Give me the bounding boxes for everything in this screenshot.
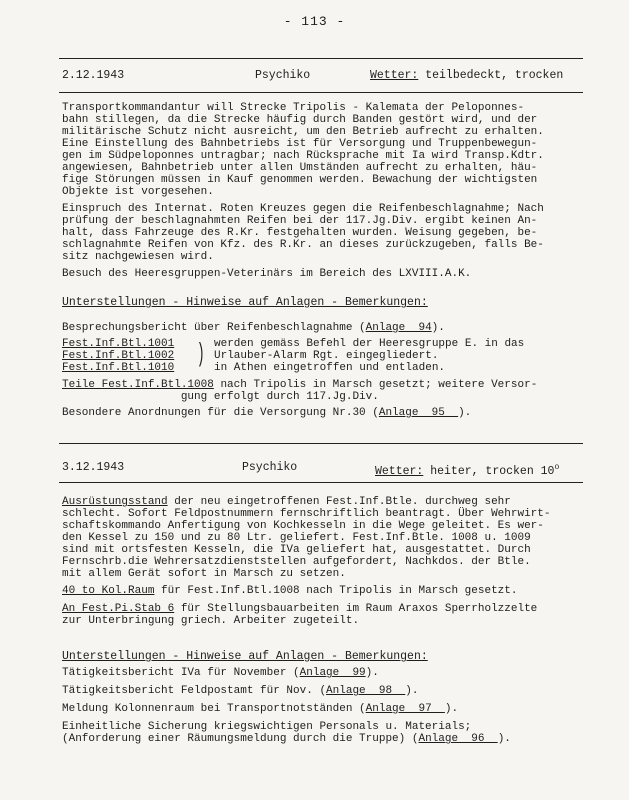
entry-2-para-1-line-2: schlecht. Sofort Feldpostnummern fernschriftlich beantragt. Über Wehrwirt- [62, 508, 551, 520]
brace: ) [196, 339, 205, 369]
entry-1-attachment-94: Besprechungsbericht über Reifenbeschlagnahme (Anlage 94). [62, 322, 445, 334]
entry-1-para-1-line-3: militärische Schutz nicht ausreicht, um den Betrieb aufrecht zu erhalten. [62, 126, 544, 138]
entry-1-para-2-line-2: prüfung der beschlagnahmten Reifen bei der 117.Jg.Div. ergibt keinen An- [62, 215, 538, 227]
entry-1-unit-list: Fest.Inf.Btl.1001 Fest.Inf.Btl.1002 Fest.Inf.Btl.1010 [62, 338, 175, 374]
entry-2-para-3-line-2: zur Unterbringung griech. Arbeiter zugeteilt. [62, 615, 360, 627]
entry-1-para-1-line-8: Objekte ist vorgesehen. [62, 186, 214, 198]
entry-1-location: Psychiko [255, 69, 311, 82]
entry-2-weather: Wetter: heiter, trocken 10$^o$ [375, 463, 560, 478]
entry-2-para-2: 40 to Kol.Raum für Fest.Inf.Btl.1008 nach Tripolis in Marsch gesetzt. [62, 585, 518, 597]
entry-1-para-1-line-2: bahn stillegen, da die Strecke häufig durch Banden gestört wird, und der [62, 114, 538, 126]
entry-2-attachment-99: Tätigkeitsbericht IVa für November (Anlage 99). [62, 667, 379, 679]
entry-2-item-4-line-1: Einheitliche Sicherung kriegswichtigen Personals u. Materials; [62, 721, 472, 733]
entry-1-para-2-line-3: halt, dass Fahrzeuge des R.Kr. festgehalten wurden. Weisung gegeben, be- [62, 227, 538, 239]
entry-1-unit-description: werden gemäss Befehl der Heeresgruppe E. in das Urlauber-Alarm Rgt. eingegliedert. in Athen eingetroffen und entladen. [214, 338, 525, 374]
entry-1-para-1-line-6: angewiesen, Bahnbetrieb unter allen Umständen aufrecht zu erhalten, häu- [62, 162, 538, 174]
entry-1-para-2-line-4: schlagnahmte Reifen von Kfz. des R.Kr. an dieses zurückzugeben, falls Be- [62, 239, 544, 251]
entry-1-teile-line-1: Teile Fest.Inf.Btl.1008 nach Tripolis in Marsch gesetzt; weitere Versor- [62, 379, 538, 391]
entry-1-para-1-line-5: gen im Südpeloponnes untragbar; nach Rücksprache mit Ia wird Transp.Kdtr. [62, 150, 544, 162]
entry-2-para-1-line-7: mit allem Gerät sofort in Marsch zu setzen. [62, 568, 346, 580]
entry-1-teile-line-2: gung erfolgt durch 117.Jg.Div. [62, 391, 379, 403]
entry-2-para-1-line-6: Fernschrb.die Wehrersatzdienststellen aufgefordert, Nachkdos. der Btle. [62, 556, 531, 568]
entry-1-para-1-line-1: Transportkommandantur will Strecke Tripolis - Kalemata der Peloponnes- [62, 102, 525, 114]
entry-2-attachment-98: Tätigkeitsbericht Feldpostamt für Nov. (Anlage 98 ). [62, 685, 419, 697]
entry-1-para-3: Besuch des Heeresgruppen-Veterinärs im Bereich des LXVIII.A.K. [62, 268, 472, 280]
rule-bottom-entry-1 [59, 92, 583, 93]
entry-2-para-3-line-1: An Fest.Pi.Stab 6 für Stellungsbauarbeiten im Raum Araxos Sperrholzzelte [62, 603, 538, 615]
entry-1-para-1-line-7: fige Störungen müssen in Kauf genommen werden. Bewachung der wichtigsten [62, 174, 538, 186]
entry-2-date: 3.12.1943 [62, 461, 125, 474]
entry-2-para-1-line-1: Ausrüstungsstand der neu eingetroffenen Fest.Inf.Btle. durchweg sehr [62, 496, 511, 508]
entry-2-attachment-97: Meldung Kolonnenraum bei Transportnotständen (Anlage 97 ). [62, 703, 459, 715]
entry-1-para-2-line-5: sitz nachgewiesen wird. [62, 251, 214, 263]
rule-top-entry-1 [59, 58, 583, 59]
entry-1-remarks-heading: Unterstellungen - Hinweise auf Anlagen - Bemerkungen: [62, 296, 428, 309]
entry-2-para-1-line-3: schaftskommando Anfertigung von Kochkesseln in die Wege geleitet. Es wer- [62, 520, 544, 532]
entry-1-date: 2.12.1943 [62, 69, 125, 82]
rule-bottom-entry-2 [59, 482, 583, 483]
entry-2-remarks-heading: Unterstellungen - Hinweise auf Anlagen - Bemerkungen: [62, 650, 428, 663]
entry-1-para-2-line-1: Einspruch des Internat. Roten Kreuzes gegen die Reifenbeschlagnahme; Nach [62, 203, 544, 215]
entry-2-para-1-line-4: den Kessel zu 150 und zu 80 Ltr. geliefert. Fest.Inf.Btle. 1008 u. 1009 [62, 532, 531, 544]
entry-2-attachment-96: (Anforderung einer Räumungsmeldung durch die Truppe) (Anlage 96 ). [62, 733, 511, 745]
page-number: - 113 - [283, 14, 346, 29]
entry-1-weather: Wetter: teilbedeckt, trocken [370, 69, 564, 82]
entry-2-para-1-line-5: sind mit ortsfesten Kesseln, die IVa geliefert hat, ausgestattet. Durch [62, 544, 531, 556]
entry-1-para-1-line-4: Eine Einstellung des Bahnbetriebs ist für Versorgung und Truppenbewegun- [62, 138, 538, 150]
rule-top-entry-2 [59, 443, 583, 444]
entry-2-location: Psychiko [242, 461, 298, 474]
entry-1-attachment-95: Besondere Anordnungen für die Versorgung Nr.30 (Anlage 95 ). [62, 407, 472, 419]
